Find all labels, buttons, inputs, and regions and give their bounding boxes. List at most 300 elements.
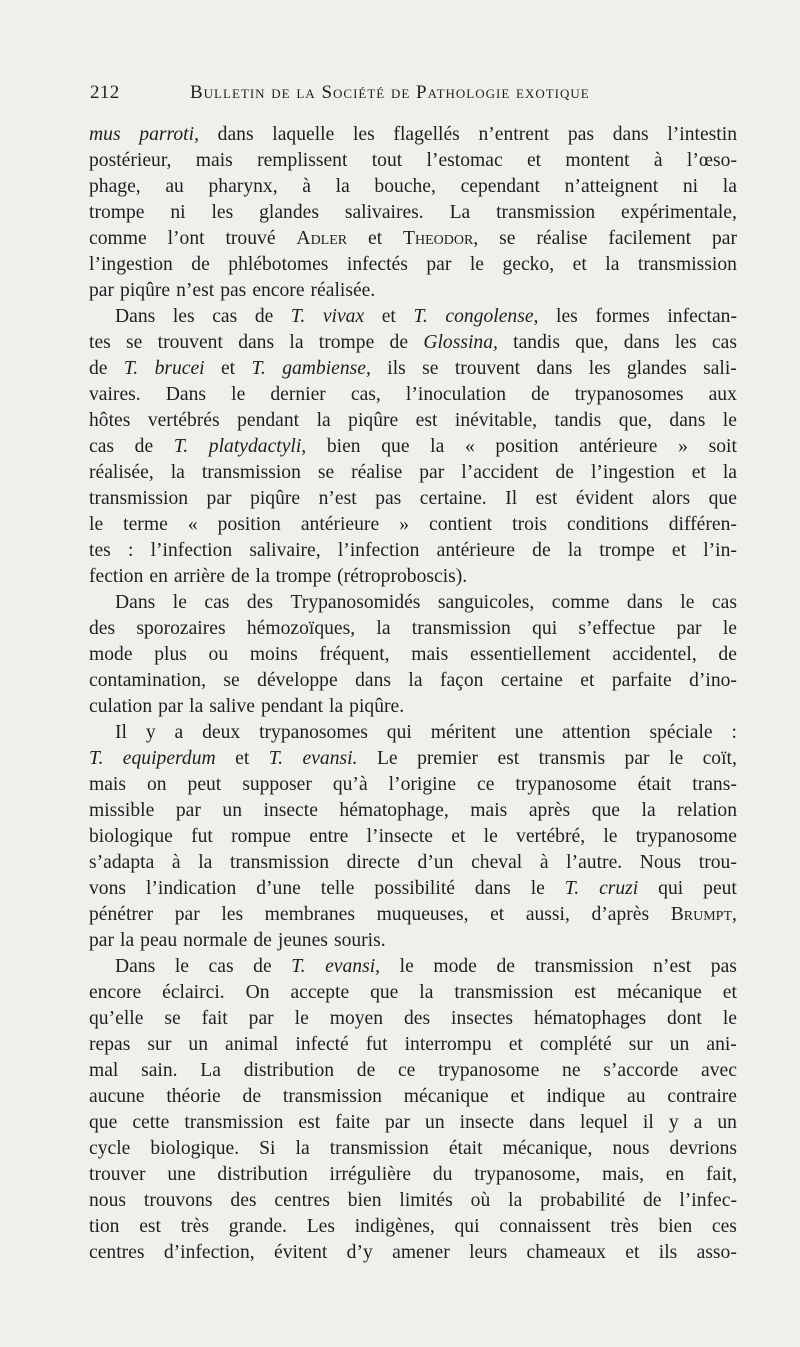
word: nous <box>89 1190 127 1211</box>
word: était <box>637 774 672 795</box>
word: transmission <box>201 462 301 483</box>
word: mus <box>89 124 121 145</box>
word: qu’elle <box>89 1008 144 1029</box>
word: dans <box>529 1112 565 1133</box>
word: de <box>496 956 515 977</box>
word: spéciale <box>649 722 713 743</box>
word: peut <box>187 774 222 795</box>
word: trans- <box>692 774 737 795</box>
word: certaine. <box>419 488 487 509</box>
word: avec <box>701 1060 737 1081</box>
body-text <box>89 122 737 1266</box>
word: l’indication <box>145 878 237 899</box>
word: piqûre <box>348 410 399 431</box>
text-line <box>89 1162 737 1188</box>
word: pendant <box>237 410 300 431</box>
word: par <box>174 904 200 925</box>
word: qui <box>386 722 412 743</box>
word: phage, <box>89 176 141 197</box>
word: T. <box>290 306 306 327</box>
word: culation <box>89 696 153 717</box>
word: ils <box>658 1242 678 1263</box>
text-line <box>89 1084 737 1110</box>
word: mal <box>89 1060 119 1081</box>
word: position <box>495 436 559 457</box>
word: trouvons <box>143 1190 213 1211</box>
word: congolense, <box>445 306 539 327</box>
word: de <box>191 254 210 275</box>
word: dans <box>217 124 254 145</box>
word: et <box>381 306 396 327</box>
word: Theodor, <box>403 228 479 249</box>
text-line <box>89 1136 737 1162</box>
word: T. <box>268 748 284 769</box>
text-line <box>89 356 737 382</box>
word: plus <box>154 644 187 665</box>
word: salivaire, <box>249 540 321 561</box>
word: vivax <box>322 306 365 327</box>
word: à <box>539 852 549 873</box>
word: encore <box>89 982 142 1003</box>
word: postérieur, <box>89 150 172 171</box>
word: par <box>175 800 201 821</box>
word: où <box>470 1190 491 1211</box>
word: la <box>722 462 737 483</box>
text-line <box>89 486 737 512</box>
word: trouver <box>89 1164 146 1185</box>
word: T. <box>291 956 306 977</box>
word: trompe <box>599 540 655 561</box>
word: n’est <box>318 488 357 509</box>
word: ils <box>387 358 406 379</box>
word: dans <box>612 124 649 145</box>
word: sporozaires <box>136 618 226 639</box>
word: pas <box>710 956 737 977</box>
word: le <box>172 592 187 613</box>
word: au <box>165 176 184 197</box>
word: ces <box>711 1216 737 1237</box>
word: n’entrent <box>478 124 550 145</box>
word: piqûre <box>120 280 171 301</box>
word: contamination, <box>89 670 206 691</box>
text-line <box>89 122 737 148</box>
text-line <box>89 148 737 174</box>
word: pas <box>220 280 247 301</box>
word: que, <box>618 410 652 431</box>
word: Dans <box>115 956 156 977</box>
word: les <box>352 124 375 145</box>
word: complété <box>539 1034 612 1055</box>
word: limités <box>399 1190 453 1211</box>
text-line <box>89 278 737 304</box>
word: s’effectue <box>578 618 656 639</box>
word: trypanosome <box>635 826 737 847</box>
word: glandes <box>259 202 319 223</box>
word: connaissent <box>499 1216 591 1237</box>
word: et <box>235 748 250 769</box>
word: comme <box>551 592 610 613</box>
word: un <box>425 1112 445 1133</box>
word: pendant <box>261 696 324 717</box>
text-line <box>89 798 737 824</box>
word: par <box>385 1112 411 1133</box>
word: les <box>221 904 244 925</box>
word: accidentel, <box>612 644 697 665</box>
word: deux <box>202 722 241 743</box>
word: au <box>627 1086 646 1107</box>
word: certaine <box>500 670 563 691</box>
word: dans <box>355 670 391 691</box>
word: évitent <box>274 1242 328 1263</box>
word: dont <box>667 1008 702 1029</box>
word: l’infection <box>150 540 233 561</box>
word: fut <box>365 1034 388 1055</box>
word: Brumpt, <box>670 904 737 925</box>
word: trompe <box>275 566 332 587</box>
word: ni <box>170 202 186 223</box>
word: dans <box>238 332 275 353</box>
word: chameaux <box>526 1242 606 1263</box>
word: après <box>528 800 571 821</box>
word: evansi, <box>325 956 381 977</box>
word: : <box>731 722 737 743</box>
word: brucei <box>154 358 205 379</box>
word: probabilité <box>540 1190 626 1211</box>
word: devrions <box>669 1138 737 1159</box>
word: la <box>641 800 656 821</box>
word: peau <box>140 930 178 951</box>
word: s’accorde <box>603 1060 679 1081</box>
word: l’in- <box>703 540 737 561</box>
text-line <box>89 720 737 746</box>
text-line <box>89 1188 737 1214</box>
word: et <box>510 1086 525 1107</box>
word: à <box>653 150 663 171</box>
word: platydactyli, <box>208 436 307 457</box>
word: de <box>718 644 737 665</box>
word: vertébrés <box>147 410 220 431</box>
word: Les <box>306 1216 335 1237</box>
word: se <box>223 670 240 691</box>
word: d’une <box>256 878 301 899</box>
text-line <box>89 616 737 642</box>
word: mécanique, <box>502 1138 593 1159</box>
word: que <box>89 1112 118 1133</box>
word: antérieure <box>300 514 380 535</box>
word: essentiellement <box>469 644 591 665</box>
word: Le <box>376 748 398 769</box>
word: la <box>120 930 135 951</box>
word: le <box>603 826 618 847</box>
word: par <box>158 696 184 717</box>
word: l’intestin <box>667 124 737 145</box>
word: développe <box>257 670 338 691</box>
word: pénétrer <box>89 904 154 925</box>
word: distribution <box>217 1164 308 1185</box>
text-line <box>89 304 737 330</box>
word: mais <box>470 800 508 821</box>
word: vaires. <box>89 384 141 405</box>
text-line <box>89 590 737 616</box>
word: méritent <box>430 722 496 743</box>
word: insecte <box>263 800 318 821</box>
word: la <box>419 982 434 1003</box>
word: trompe <box>318 332 375 353</box>
word: les <box>172 306 195 327</box>
text-line <box>89 1214 737 1240</box>
word: infecté <box>295 1034 349 1055</box>
word: la <box>508 1190 523 1211</box>
word: par <box>248 1008 274 1029</box>
word: le <box>483 826 498 847</box>
word: asso- <box>696 1242 737 1263</box>
word: accepte <box>290 982 350 1003</box>
text-line <box>89 512 737 538</box>
word: était <box>448 1138 483 1159</box>
text-line <box>89 746 737 772</box>
text-line <box>89 200 737 226</box>
word: transmis <box>538 748 606 769</box>
word: moyen <box>329 1008 384 1029</box>
word: réalise <box>351 462 403 483</box>
word: parroti, <box>139 124 199 145</box>
word: » <box>399 514 409 535</box>
word: conditions <box>567 514 649 535</box>
word: par <box>624 748 650 769</box>
word: le <box>231 384 246 405</box>
word: la <box>567 540 582 561</box>
word: des <box>403 1008 431 1029</box>
word: se <box>317 462 335 483</box>
word: grande. <box>228 1216 287 1237</box>
word: y <box>668 1112 679 1133</box>
text-line <box>89 928 737 954</box>
word: T. <box>173 436 189 457</box>
word: tion <box>89 1216 120 1237</box>
word: façon <box>439 670 484 691</box>
word: trypanosome, <box>474 1164 581 1185</box>
word: tandis <box>554 410 602 431</box>
text-line <box>89 252 737 278</box>
word: de <box>89 358 108 379</box>
word: faite <box>335 1112 370 1133</box>
text-line <box>89 954 737 980</box>
word: soit <box>708 436 737 457</box>
word: « <box>464 436 475 457</box>
word: nous <box>612 1138 650 1159</box>
word: l’insecte <box>366 826 433 847</box>
word: cette <box>132 1112 170 1133</box>
word: mais <box>89 774 127 795</box>
word: la <box>408 670 423 691</box>
word: à <box>171 852 181 873</box>
word: mais <box>195 150 233 171</box>
word: un <box>222 800 242 821</box>
word: insecte <box>459 1112 515 1133</box>
word: transmission <box>184 1112 284 1133</box>
word: souris. <box>333 930 386 951</box>
word: et <box>220 358 236 379</box>
word: cycle <box>89 1138 131 1159</box>
word: de <box>555 462 574 483</box>
word: et <box>671 540 687 561</box>
word: d’ino- <box>689 670 737 691</box>
text-line <box>89 772 737 798</box>
word: l’ingestion <box>590 462 675 483</box>
word: de <box>389 332 409 353</box>
word: cruzi <box>599 878 639 899</box>
text-line <box>89 1110 737 1136</box>
word: dans <box>474 878 511 899</box>
word: telle <box>320 878 355 899</box>
word: trouvent <box>454 358 521 379</box>
word: sur <box>147 1034 172 1055</box>
word: par <box>89 930 115 951</box>
word: par <box>711 228 737 249</box>
word: infectés <box>346 254 408 275</box>
word: la <box>316 410 331 431</box>
word: l’ont <box>167 228 205 249</box>
word: le <box>399 956 414 977</box>
text-line <box>89 1240 737 1266</box>
word: de <box>134 436 154 457</box>
word: dans <box>626 592 663 613</box>
word: T. <box>89 748 104 769</box>
word: transmission <box>89 488 189 509</box>
word: n’est <box>176 280 215 301</box>
word: trypanosome <box>438 1060 540 1081</box>
word: missible <box>89 800 155 821</box>
word: le <box>722 1008 737 1029</box>
word: trou- <box>698 852 737 873</box>
word: expérimentale, <box>621 202 737 223</box>
word: et <box>490 904 505 925</box>
word: et <box>722 982 737 1003</box>
word: cas <box>89 436 115 457</box>
word: les <box>588 358 611 379</box>
word: mais, <box>602 1164 644 1185</box>
word: T. <box>251 358 266 379</box>
word: la <box>289 332 304 353</box>
word: de <box>242 1086 262 1107</box>
word: Glossina, <box>423 332 498 353</box>
word: piqûre. <box>349 696 405 717</box>
word: les <box>556 306 578 327</box>
word: l’œso- <box>686 150 737 171</box>
word: l’ingestion <box>89 254 173 275</box>
word: transmission <box>496 202 596 223</box>
word: des <box>89 618 116 639</box>
word: animal <box>225 1034 279 1055</box>
word: tandis <box>513 332 560 353</box>
word: évident <box>575 488 634 509</box>
word: et <box>691 462 706 483</box>
word: est <box>139 1216 161 1237</box>
word: encore <box>252 280 305 301</box>
word: rompue <box>231 826 291 847</box>
word: de <box>253 930 272 951</box>
word: que, <box>575 332 609 353</box>
word: cependant <box>460 176 540 197</box>
text-line <box>89 434 737 460</box>
word: fréquent, <box>319 644 390 665</box>
text-line <box>89 824 737 850</box>
text-line <box>89 174 737 200</box>
word: la <box>722 176 737 197</box>
word: se <box>164 1008 181 1029</box>
word: hématophages <box>534 1008 647 1029</box>
word: transmission <box>282 1086 382 1107</box>
word: et <box>451 826 466 847</box>
word: : <box>127 540 134 561</box>
word: relation <box>677 800 737 821</box>
word: le <box>669 748 684 769</box>
text-line <box>89 1032 737 1058</box>
word: mode <box>89 644 133 665</box>
word: cas <box>212 306 238 327</box>
word: comme <box>89 228 147 249</box>
word: par <box>419 462 445 483</box>
word: par <box>206 488 232 509</box>
text-line <box>89 564 737 590</box>
word: centres <box>274 1190 330 1211</box>
text-line <box>89 980 737 1006</box>
word: a <box>693 1112 703 1133</box>
word: par <box>89 280 115 301</box>
word: Dans <box>115 306 156 327</box>
word: éclairci. <box>162 982 225 1003</box>
word: cas, <box>350 384 381 405</box>
text-line <box>89 460 737 486</box>
word: transmission <box>329 1138 429 1159</box>
word: hémozoïques, <box>246 618 356 639</box>
word: mécanique <box>616 982 702 1003</box>
word: cas <box>711 592 737 613</box>
word: en <box>665 1164 685 1185</box>
word: le <box>294 1008 309 1029</box>
word: Dans <box>165 384 207 405</box>
word: bien <box>347 1190 382 1211</box>
word: gambiense, <box>282 358 371 379</box>
word: dans <box>669 410 706 431</box>
word: des <box>246 592 274 613</box>
word: très <box>180 1216 210 1237</box>
word: réalisée, <box>89 462 154 483</box>
word: se <box>126 332 143 353</box>
word: la <box>198 852 213 873</box>
word: qu’à <box>332 774 368 795</box>
word: la <box>430 436 445 457</box>
word: de <box>642 1190 662 1211</box>
word: pharynx, <box>208 176 278 197</box>
word: un <box>717 1112 737 1133</box>
word: cas <box>208 956 234 977</box>
word: ne <box>562 1060 581 1081</box>
word: théorie <box>166 1086 221 1107</box>
word: et <box>625 1242 640 1263</box>
word: n’atteignent <box>564 176 659 197</box>
word: et <box>526 150 542 171</box>
word: lequel <box>580 1112 628 1133</box>
word: d’infection, <box>163 1242 255 1263</box>
word: qui <box>658 878 684 899</box>
word: biologique <box>89 826 173 847</box>
word: et <box>368 228 383 249</box>
word: la <box>605 254 620 275</box>
word: phlébotomes <box>228 254 329 275</box>
word: l’inoculation <box>405 384 507 405</box>
word: le <box>680 592 695 613</box>
